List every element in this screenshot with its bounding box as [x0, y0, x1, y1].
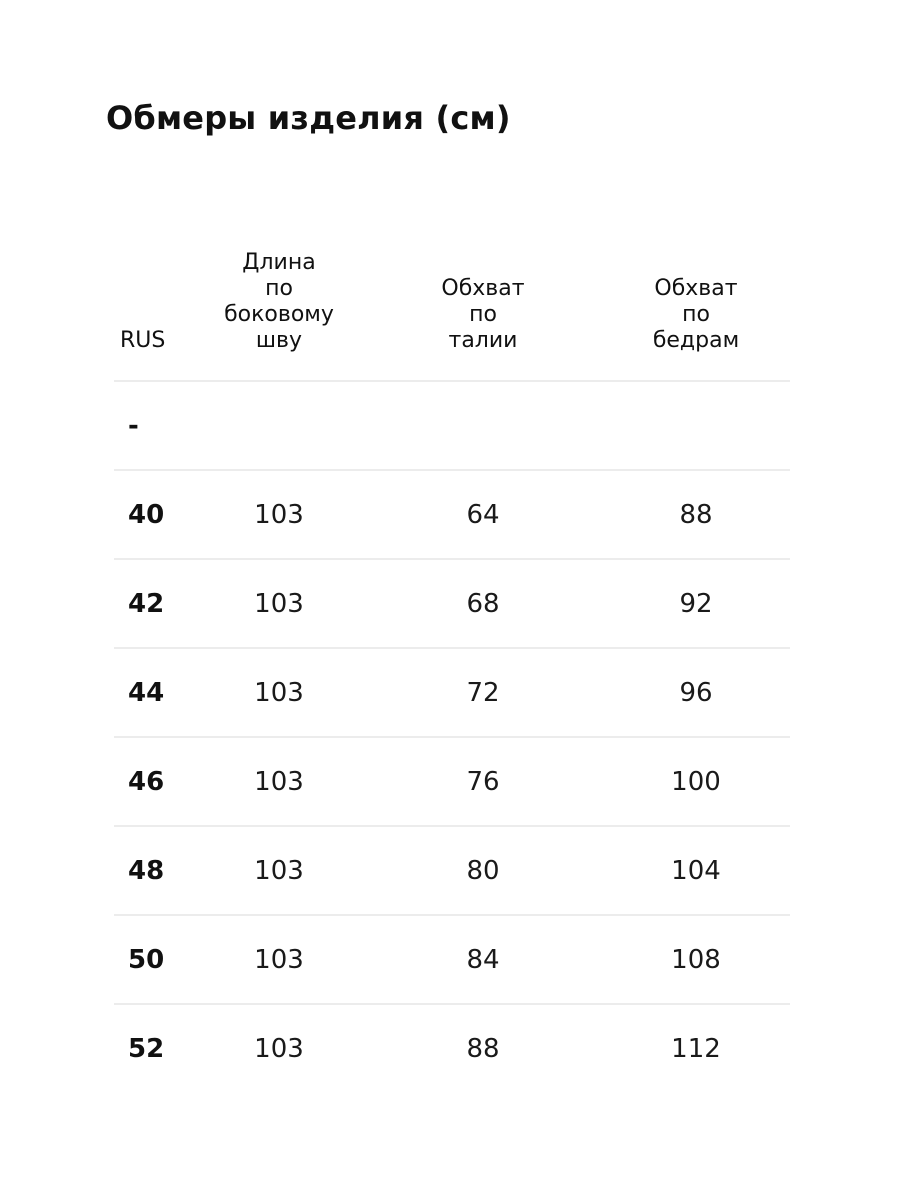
cell-size: 40 [128, 499, 165, 530]
header-line: по [265, 276, 293, 301]
header-line: Длина [242, 250, 316, 275]
cell-length: 103 [254, 588, 304, 619]
cell-waist: 76 [466, 766, 500, 797]
table-row [114, 471, 790, 560]
header-line: талии [448, 328, 518, 353]
cell-length: 103 [254, 677, 304, 708]
cell-size: 42 [128, 588, 165, 619]
cell-size: 52 [128, 1033, 165, 1064]
table-body [114, 382, 790, 1092]
table-row [114, 738, 790, 827]
cell-length: 103 [254, 499, 304, 530]
cell-hips: 108 [671, 944, 721, 975]
header-line: по [682, 302, 710, 327]
header-rus [114, 248, 194, 380]
table-header [114, 248, 790, 382]
cell-size: - [128, 410, 139, 441]
cell-waist: 68 [466, 588, 500, 619]
cell-waist: 88 [466, 1033, 500, 1064]
header-length [194, 248, 364, 380]
cell-waist: 84 [466, 944, 500, 975]
cell-size: 48 [128, 855, 165, 886]
header-line: по [469, 302, 497, 327]
cell-waist: 64 [466, 499, 500, 530]
size-table [114, 248, 790, 1092]
header-hips [602, 248, 790, 380]
table-row [114, 560, 790, 649]
cell-size: 44 [128, 677, 165, 708]
header-line: боковому [224, 302, 334, 327]
table-row [114, 827, 790, 916]
cell-length: 103 [254, 855, 304, 886]
table-row [114, 1005, 790, 1092]
cell-waist: 80 [466, 855, 500, 886]
cell-waist: 72 [466, 677, 500, 708]
header-line: бедрам [652, 328, 740, 353]
cell-hips: 104 [671, 855, 721, 886]
cell-hips: 112 [671, 1033, 721, 1064]
page-title: Обмеры изделия (см) [106, 99, 511, 137]
cell-hips: 96 [679, 677, 713, 708]
header-line: Обхват [441, 276, 525, 301]
cell-length: 103 [254, 1033, 304, 1064]
header-line: Обхват [654, 276, 738, 301]
header-waist [364, 248, 602, 380]
cell-size: 50 [128, 944, 165, 975]
header-line: RUS [120, 328, 166, 353]
table-row [114, 649, 790, 738]
cell-size: 46 [128, 766, 165, 797]
cell-length: 103 [254, 766, 304, 797]
table-row [114, 916, 790, 1005]
cell-hips: 100 [671, 766, 721, 797]
cell-length: 103 [254, 944, 304, 975]
cell-hips: 88 [679, 499, 713, 530]
table-row [114, 382, 790, 471]
cell-hips: 92 [679, 588, 713, 619]
header-line: шву [255, 328, 303, 353]
